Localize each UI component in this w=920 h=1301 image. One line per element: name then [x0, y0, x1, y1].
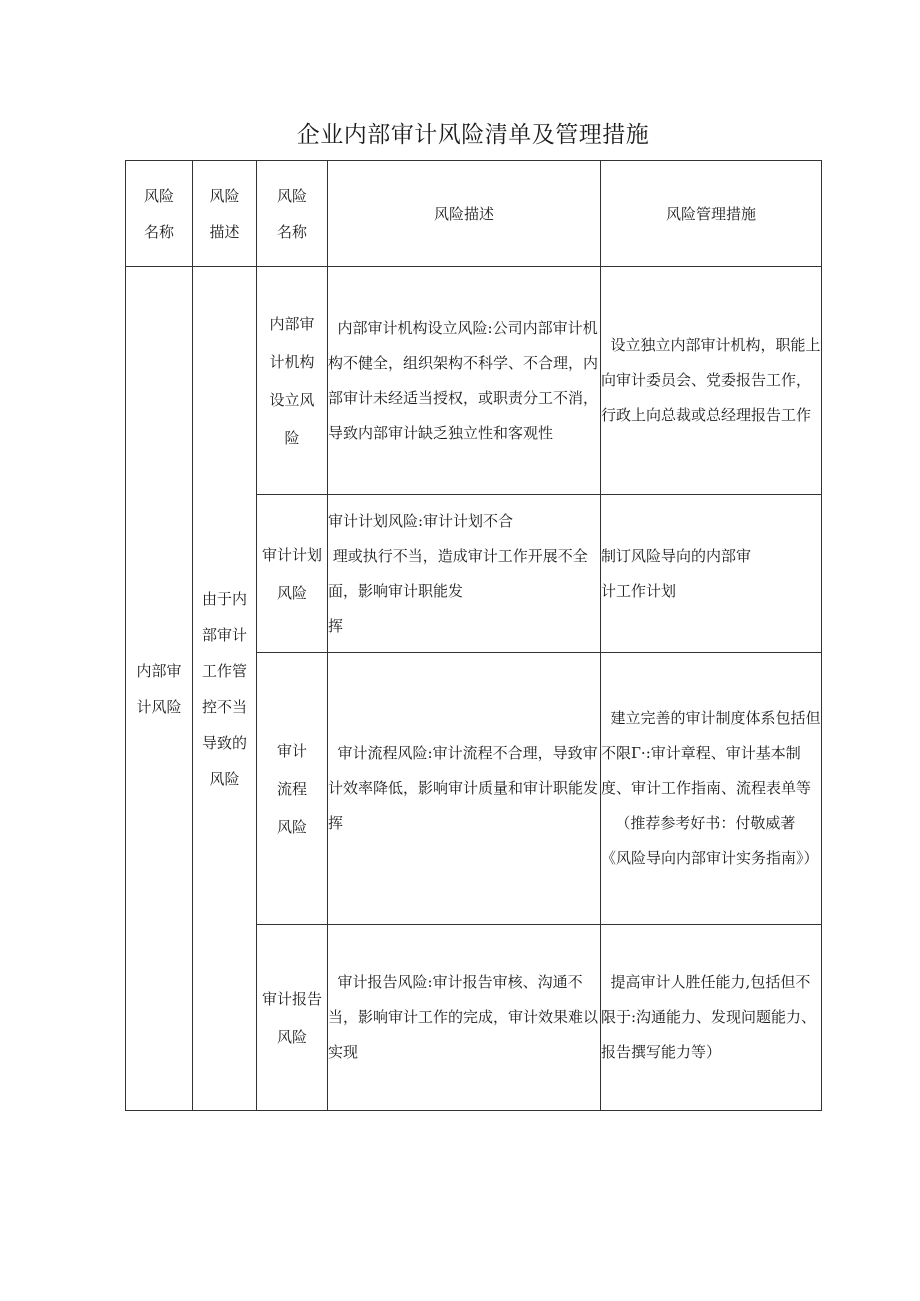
row-risk-name: 审计计划 风险 [257, 495, 328, 653]
table-row [126, 267, 822, 495]
row-risk-measures: 提高审计人胜任能力,包括但不限于:沟通能力、发现问题能力、报告撰写能力等） [601, 925, 822, 1111]
header-risk-name: 风险 名称 [126, 161, 193, 267]
risk-table [125, 160, 822, 1111]
row-risk-description: 内部审计机构设立风险:公司内部审计机构不健全，组织架构不科学、不合理，内部审计未经适当授权，或职责分工不消，导致内部审计缺乏独立性和客观性 [328, 267, 601, 495]
header-risk-description: 风险 描述 [193, 161, 257, 267]
page-title: 企业内部审计风险清单及管理措施 [296, 122, 650, 148]
category-risk-name: 内部审 计风险 [126, 267, 193, 1111]
table-header-row [126, 161, 822, 267]
row-risk-measures: 制订风险导向的内部审 计工作计划 [601, 495, 822, 653]
row-risk-measures: 建立完善的审计制度体系包括但不限Г·:审计章程、审计基本制度、审计工作指南、流程表单等 （推荐参考好书：付敬威著《风险导向内部审计实务指南》） [601, 653, 822, 925]
header-sub-risk-name: 风险 名称 [257, 161, 328, 267]
header-risk-measures: 风险管理措施 [601, 161, 822, 267]
row-risk-name: 审计报告 风险 [257, 925, 328, 1111]
row-risk-name: 审计 流程 风险 [257, 653, 328, 925]
header-sub-risk-description: 风险描述 [328, 161, 601, 267]
row-risk-description: 审计计划风险:审计计划不合 理或执行不当，造成审计工作开展不全面，影响审计职能发 挥 [328, 495, 601, 653]
row-risk-description: 审计流程风险:审计流程不合理，导致审计效率降低，影响审计质量和审计职能发挥 [328, 653, 601, 925]
row-risk-measures: 设立独立内部审计机构，职能上向审计委员会、党委报告工作，行政上向总裁或总经理报告工作 [601, 267, 822, 495]
row-risk-name: 内部审 计机构 设立风 险 [257, 267, 328, 495]
row-risk-description: 审计报告风险:审计报告审核、沟通不当，影响审计工作的完成，审计效果难以实现 [328, 925, 601, 1111]
category-risk-description: 由于内 部审计 工作管 控不当 导致的 风险 [193, 267, 257, 1111]
